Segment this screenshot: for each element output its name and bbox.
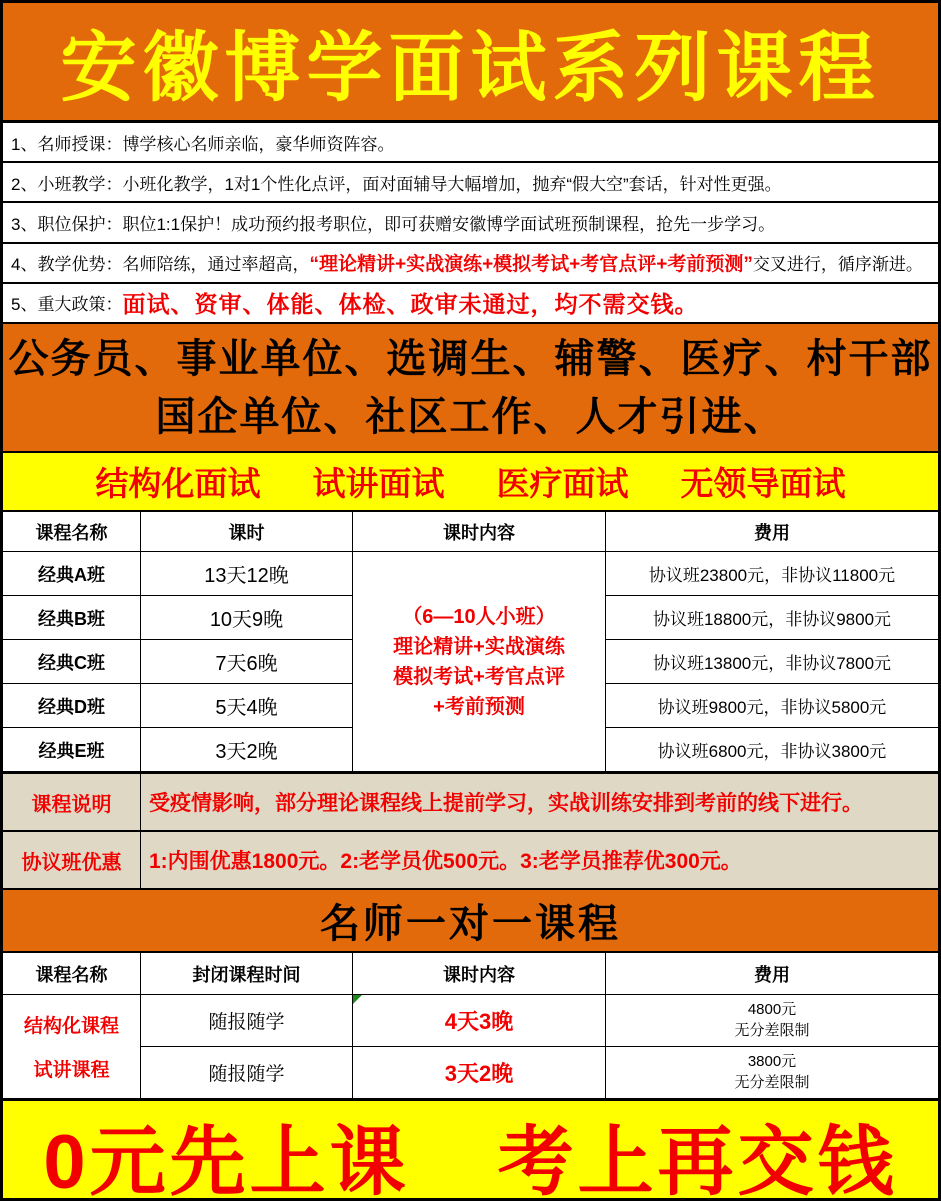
feature-label: 5、重大政策： (11, 295, 123, 315)
interview-types-band (3, 453, 938, 512)
interview-type: 无领导面试 (680, 465, 846, 502)
header-band (3, 3, 938, 123)
duration-text: 4天3晚 (444, 1009, 514, 1034)
section-title: 名师一对一课程 (320, 902, 621, 946)
column-header: 课时内容 (353, 953, 606, 995)
course-hours: 7天6晚 (141, 640, 353, 684)
course-hours: 3天2晚 (141, 728, 353, 772)
slogan-part-2: 考上再交钱 (497, 1120, 898, 1201)
course-content-merged-cell (353, 552, 606, 772)
feature-text: 4、教学优势：名师陪练，通过率超高， (11, 255, 310, 275)
interview-type: 结构化面试 (95, 465, 261, 502)
feature-item-2 (3, 163, 938, 203)
course-fee: 协议班6800元，非协议3800元 (606, 728, 938, 772)
course-hours: 13天12晚 (141, 552, 353, 596)
course-name: 经典D班 (3, 684, 141, 728)
column-header: 费用 (606, 512, 938, 552)
course-duration (353, 1047, 606, 1099)
feature-text: 交叉进行，循序渐进。 (752, 255, 923, 275)
audience-line-2: 国企单位、社区工作、人才引进、 (155, 394, 786, 439)
feature-item-5 (3, 284, 938, 322)
column-header: 课时 (141, 512, 353, 552)
course-fee: 协议班9800元，非协议5800元 (606, 684, 938, 728)
page-title: 安徽博学面试系列课程 (60, 23, 881, 112)
course-name: 结构化课程 (23, 1016, 119, 1038)
fee-note: 无分差限制 (734, 1073, 810, 1091)
column-header: 课时内容 (353, 512, 606, 552)
note-label: 课程说明 (3, 774, 141, 830)
feature-highlight: 面试、资审、体能、体检、政审未通过，均不需交钱。 (122, 291, 699, 318)
feature-list (3, 123, 938, 324)
one-on-one-band (3, 888, 938, 953)
interview-type: 医疗面试 (496, 465, 629, 502)
course-name: 经典A班 (3, 552, 141, 596)
column-header: 费用 (606, 953, 938, 995)
feature-text: 1、名师授课：博学核心名师亲临，豪华师资阵容。 (11, 134, 395, 154)
course-fee (606, 1047, 938, 1099)
course-name: 经典E班 (3, 728, 141, 772)
column-header: 课程名称 (3, 953, 141, 995)
fee-note: 无分差限制 (734, 1021, 810, 1039)
slogan-banner (3, 1099, 938, 1201)
course-schedule: 随报随学 (141, 1047, 353, 1099)
course-fee (606, 995, 938, 1047)
audience-line-1: 公务员、事业单位、选调生、辅警、医疗、村干部 (8, 336, 933, 381)
feature-text: 3、职位保护：职位1:1保护！成功预约报考职位，即可获赠安徽博学面试班预制课程，抢先一步学习。 (11, 215, 776, 234)
course-name: 经典C班 (3, 640, 141, 684)
note-row-course-description (3, 774, 938, 830)
interview-type: 试讲面试 (312, 465, 445, 502)
course-hours: 5天4晚 (141, 684, 353, 728)
course-duration (353, 995, 606, 1047)
fee-amount: 4800元 (747, 1001, 797, 1019)
column-header: 封闭课程时间 (141, 953, 353, 995)
fee-amount: 3800元 (747, 1053, 797, 1071)
feature-item-4 (3, 244, 938, 284)
note-text: 受疫情影响，部分理论课程线上提前学习，实战训练安排到考前的线下进行。 (149, 792, 863, 815)
audience-band (3, 324, 938, 453)
course-name: 试讲课程 (33, 1059, 110, 1081)
course-table (3, 512, 938, 772)
note-row-discount (3, 830, 938, 888)
feature-item-1 (3, 123, 938, 163)
course-hours: 10天9晚 (141, 596, 353, 640)
course-schedule: 随报随学 (141, 995, 353, 1047)
course-names-merged-cell (3, 995, 141, 1099)
feature-text: 2、小班教学：小班化教学，1对1个性化点评，面对面辅导大幅增加，抛弃“假大空”套话，针对性更强。 (11, 174, 782, 194)
notes-section (3, 772, 938, 888)
course-fee: 协议班23800元，非协议11800元 (606, 552, 938, 596)
content-line: +考前预测 (433, 695, 525, 718)
cell-comment-flag-icon (353, 995, 362, 1004)
course-name: 经典B班 (3, 596, 141, 640)
slogan-part-1: 0元先上课 (43, 1120, 410, 1201)
course-fee: 协议班13800元，非协议7800元 (606, 640, 938, 684)
feature-highlight: “理论精讲+实战演练+模拟考试+考官点评+考前预测” (309, 254, 753, 276)
feature-item-3 (3, 203, 938, 243)
one-on-one-table (3, 953, 938, 1099)
content-line: （6—10人小班） (402, 605, 556, 628)
note-text: 1:内围优惠1800元。2:老学员优500元。3:老学员推荐优300元。 (149, 850, 742, 873)
content-line: 模拟考试+考官点评 (393, 665, 565, 688)
content-line: 理论精讲+实战演练 (393, 635, 565, 658)
note-label: 协议班优惠 (3, 832, 141, 888)
course-fee: 协议班18800元，非协议9800元 (606, 596, 938, 640)
duration-text: 3天2晚 (444, 1061, 514, 1086)
column-header: 课程名称 (3, 512, 141, 552)
